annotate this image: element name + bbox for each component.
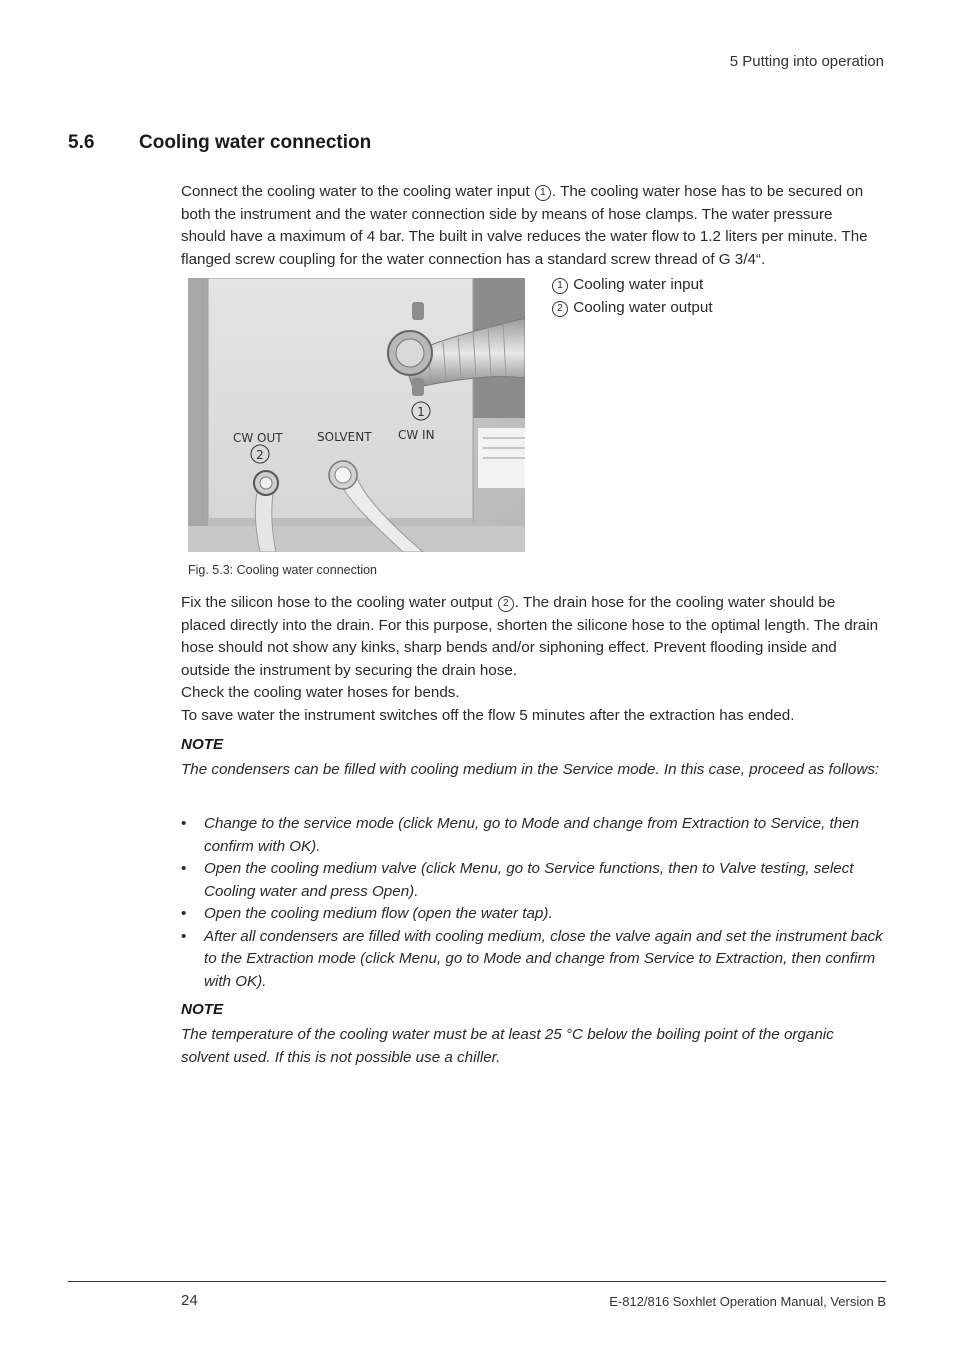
- legend-marker-2: 2: [552, 301, 568, 317]
- list-item-text: Open the cooling medium valve (click Menu, go to Service functions, then to Valve testing, select Cooling water and press Open).: [204, 860, 854, 900]
- legend-marker-1: 1: [552, 278, 568, 294]
- drain-paragraph: [181, 592, 881, 727]
- note-text-1: The condensers can be filled with cooling medium in the Service mode. In this case, proceed as follows:: [181, 761, 880, 778]
- list-item: [181, 903, 887, 926]
- instrument-photo: [188, 278, 525, 552]
- drain-text-end: . The drain hose for the cooling water should be placed directly into the drain. For this purpose, shorten the silicone hose to the optimal length. The drain hose should not show any kinks, sharp bends and/or siphoning effect. Prevent flooding inside and outside the instrument by securing the drain hose.: [181, 594, 879, 679]
- service-steps-list: [181, 813, 887, 993]
- legend-item: [551, 273, 713, 296]
- section-heading: [68, 132, 371, 154]
- label-solvent: SOLVENT: [317, 430, 372, 444]
- page-number: 24: [181, 1292, 198, 1309]
- bullet-icon: •: [181, 905, 187, 922]
- figure-legend: [551, 273, 713, 319]
- check-hoses-text: Check the cooling water hoses for bends.: [181, 684, 460, 701]
- list-item: [181, 858, 887, 903]
- save-water-text: To save water the instrument switches off the flow 5 minutes after the extraction has ended.: [181, 706, 795, 724]
- intro-paragraph: [181, 181, 881, 271]
- figure-caption: Fig. 5.3: Cooling water connection: [188, 563, 377, 577]
- list-item-text: After all condensers are filled with cooling medium, close the valve again and set the instrument back to the Extraction mode (click Menu, go to Mode and change from Service to Extraction, then confirm with OK).: [204, 927, 883, 990]
- legend-item: [551, 296, 713, 319]
- bullet-icon: •: [181, 815, 187, 832]
- note-text-2: The temperature of the cooling water must be at least 25 °C below the boiling point of the organic solvent used. If this is not possible use a chiller.: [181, 1026, 834, 1066]
- footer-divider: [68, 1281, 886, 1282]
- photo-marker-2: 2: [256, 448, 264, 462]
- photo-marker-1: 1: [417, 405, 425, 419]
- bullet-icon: •: [181, 860, 187, 877]
- label-cw-in: CW IN: [398, 428, 435, 442]
- note-heading-2: NOTE: [181, 1001, 224, 1018]
- instrument-photo-drawing: [188, 278, 525, 552]
- bullet-icon: •: [181, 927, 187, 945]
- running-header: 5 Putting into operation: [729, 53, 884, 70]
- intro-text-start: Connect the cooling water to the cooling water input: [181, 183, 534, 200]
- document-title: E-812/816 Soxhlet Operation Manual, Version B: [609, 1294, 886, 1309]
- marker-2-inline: 2: [498, 596, 514, 612]
- section-number: 5.6: [68, 132, 95, 153]
- drain-text-start: Fix the silicon hose to the cooling water output: [181, 594, 497, 611]
- list-item: [181, 813, 887, 858]
- list-item: [181, 926, 887, 994]
- intro-text-end: . The cooling water hose has to be secured on both the instrument and the water connection side by means of hose clamps. The water pressure should have a maximum of 4 bar. The built in valve reduces the water flow to 1.2 liters per minute. The flanged screw coupling for the water connection has a standard screw thread of G 3/4“.: [181, 183, 868, 268]
- list-item-text: Change to the service mode (click Menu, go to Mode and change from Extraction to Service, then confirm with OK).: [204, 815, 860, 855]
- label-cw-out: CW OUT: [233, 431, 283, 445]
- legend-label-2: Cooling water output: [573, 299, 713, 316]
- note-heading-1: NOTE: [181, 736, 224, 753]
- section-title: Cooling water connection: [139, 132, 372, 153]
- marker-1-inline: 1: [535, 185, 551, 201]
- legend-label-1: Cooling water input: [573, 276, 704, 293]
- list-item-text: Open the cooling medium flow (open the water tap).: [204, 905, 553, 922]
